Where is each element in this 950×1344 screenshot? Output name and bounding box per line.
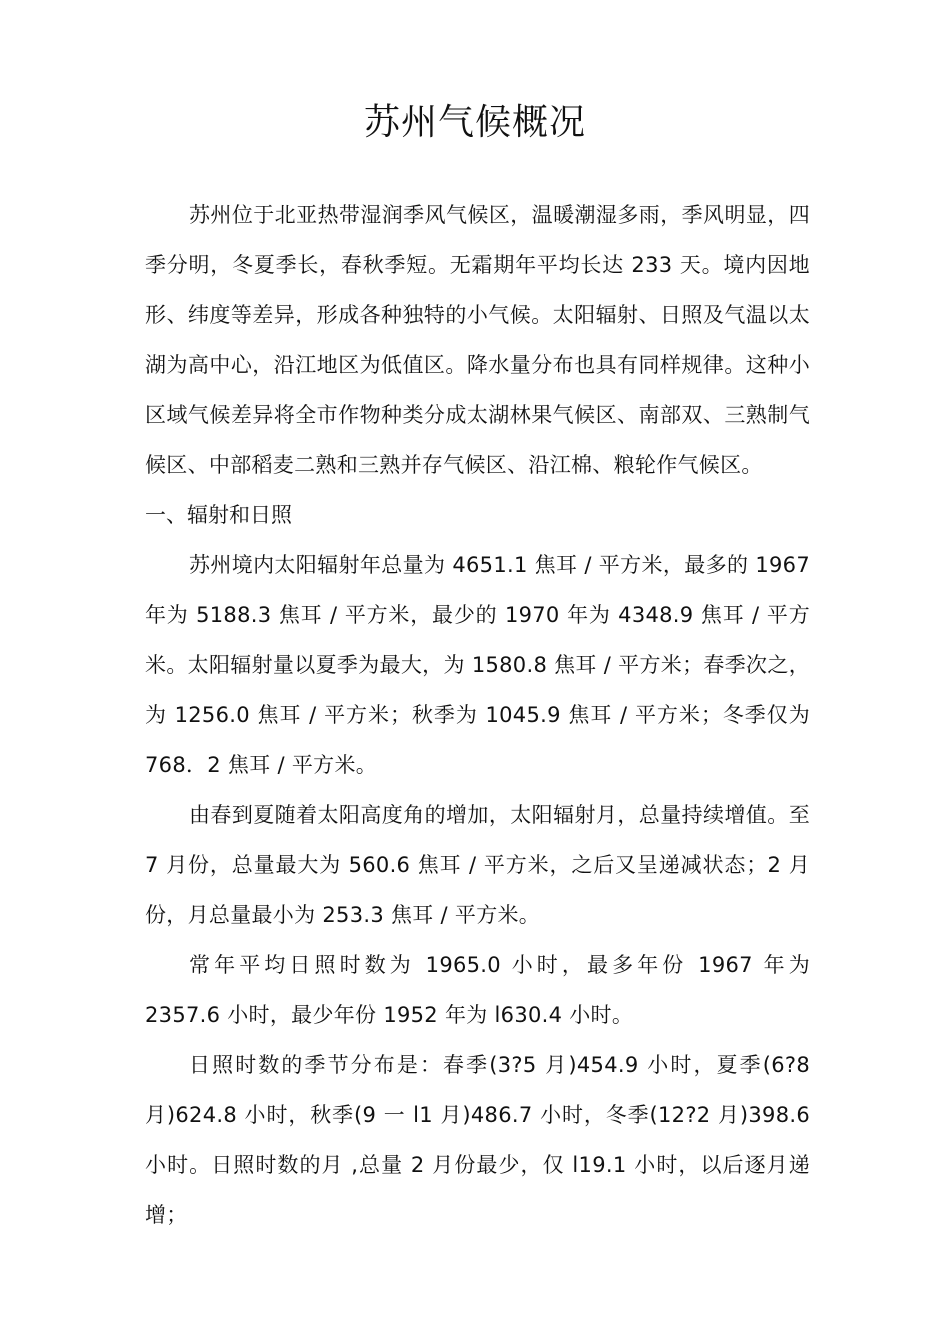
paragraph-sunshine-seasonal: 日照时数的季节分布是：春季(3?5 月)454.9 小时，夏季(6?8 月)624.8 小时，秋季(9 一 l1 月)486.7 小时，冬季(12?2 月)398.6 小时。日照时数的月 ,总量 2 月份最少，仅 l19.1 小时，以后逐月递增； <box>145 1053 810 1227</box>
paragraph-sunshine-annual: 常年平均日照时数为 1965.0 小时，最多年份 1967 年为 2357.6 小时，最少年份 1952 年为 l630.4 小时。 <box>145 953 810 1027</box>
paragraph-intro: 苏州位于北亚热带湿润季风气候区，温暖潮湿多雨，季风明显，四季分明，冬夏季长，春秋季短。无霜期年平均长达 233 天。境内因地形、纬度等差异，形成各种独特的小气候。太阳辐射、日照及气温以太湖为高中心，沿江地区为低值区。降水量分布也具有同样规律。这种小区域气候差异将全市作物种类分成太湖林果气候区、南部双、三熟制气候区、中部稻麦二熟和三熟并存气候区、沿江棉、粮轮作气候区。 <box>145 203 810 477</box>
document-title: 苏州气候概况 <box>363 102 586 143</box>
paragraph-radiation-monthly: 由春到夏随着太阳高度角的增加，太阳辐射月，总量持续增值。至 7 月份，总量最大为 560.6 焦耳 / 平方米，之后又呈递减状态；2 月份，月总量最小为 253.3 焦耳 / 平方米。 <box>145 803 810 927</box>
document-body <box>145 190 810 1240</box>
paragraph-radiation-total: 苏州境内太阳辐射年总量为 4651.1 焦耳 / 平方米，最多的 1967 年为 5188.3 焦耳 / 平方米，最少的 1970 年为 4348.9 焦耳 / 平方米。太阳辐射量以夏季为最大，为 1580.8 焦耳 / 平方米；春季次之，为 1256.0 焦耳 / 平方米；秋季为 1045.9 焦耳 / 平方米；冬季仅为 768．2 焦耳 / 平方米。 <box>145 553 810 777</box>
section-heading-radiation: 一、辐射和日照 <box>145 503 292 527</box>
